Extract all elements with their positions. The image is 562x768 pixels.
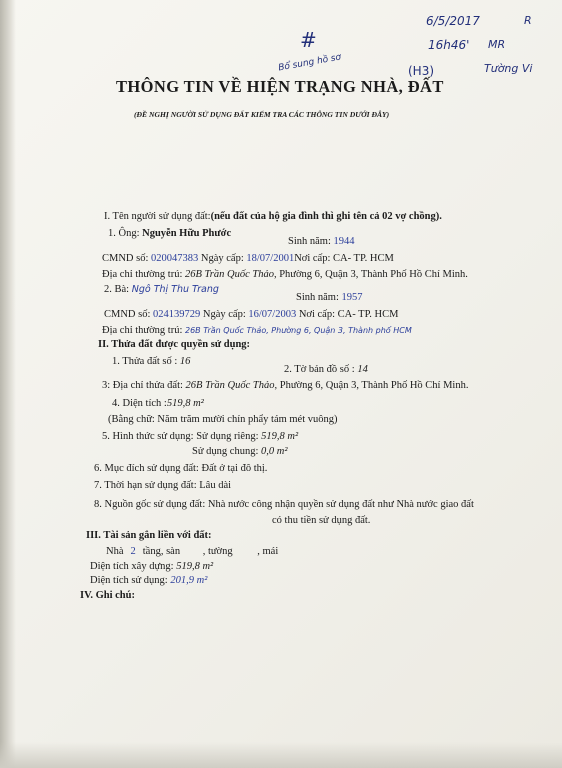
stamp-time: 16h46' bbox=[428, 38, 470, 52]
owner2-address: 26B Trần Quốc Thảo, Phường 6, Quận 3, Thành phố HCM bbox=[184, 326, 412, 335]
house-line bbox=[106, 546, 278, 557]
stamp-hash: # bbox=[300, 28, 317, 52]
section4-heading: IV. Ghi chú: bbox=[80, 590, 135, 601]
owner1-issue-date: 18/07/2001 bbox=[246, 253, 295, 264]
owner2-birth-year: 1957 bbox=[341, 292, 363, 303]
origin-line-2: có thu tiền sử dụng đất. bbox=[272, 515, 371, 526]
owner1-birth bbox=[288, 236, 355, 247]
use-area-value: 201,9 m² bbox=[170, 575, 208, 586]
build-area-line bbox=[90, 561, 213, 572]
parcel-no: 16 bbox=[179, 356, 191, 367]
owner1-birth-year: 1944 bbox=[333, 236, 355, 247]
use-form-label: 5. Hình thức sử dụng: Sử dụng riêng: bbox=[102, 431, 259, 442]
owner1-line bbox=[108, 228, 231, 239]
section1-heading-line bbox=[104, 211, 442, 222]
term-line bbox=[94, 480, 231, 491]
owner1-cmnd: 020047383 bbox=[151, 253, 199, 264]
house-wall-label: , tường bbox=[202, 546, 233, 557]
owner2-place-label: Nơi cấp: bbox=[298, 309, 336, 320]
area-words: (Bằng chữ: Năm trăm mười chín phẩy tám mét vuông) bbox=[108, 414, 338, 425]
owner1-address-line bbox=[102, 269, 468, 280]
common-use-label: Sử dụng chung: bbox=[192, 446, 259, 457]
owner1-addr-label: Địa chỉ thường trú: bbox=[102, 269, 183, 280]
stamp-date: 6/5/2017 bbox=[426, 14, 480, 28]
parcel-address: 26B Trần Quốc Thảo bbox=[185, 380, 275, 391]
section2-heading: II. Thửa đất được quyền sử dụng: bbox=[98, 339, 251, 350]
owner1-place-label: Nơi cấp: bbox=[294, 253, 331, 264]
map-no: 14 bbox=[357, 364, 368, 375]
owner1-label: 1. Ông: bbox=[108, 228, 140, 239]
owner2-cmnd: 024139729 bbox=[153, 309, 201, 320]
private-area: 519,8 m² bbox=[261, 431, 299, 442]
origin-line-1 bbox=[94, 499, 474, 510]
map-label: 2. Tờ bản đồ số : bbox=[284, 364, 355, 375]
owner2-addr-label: Địa chỉ thường trú: bbox=[102, 325, 183, 336]
house-label: Nhà bbox=[106, 546, 124, 557]
term-value: Lâu dài bbox=[199, 480, 232, 491]
area-value: 519,8 m² bbox=[166, 398, 204, 409]
parcel-address-rest: , Phường 6, Quận 3, Thành Phố Hồ Chí Minh. bbox=[274, 380, 469, 391]
build-area-value: 519,8 m² bbox=[176, 561, 214, 572]
owner2-label: 2. Bà: bbox=[104, 284, 130, 295]
scan-edge-shadow bbox=[0, 0, 16, 768]
use-area-line bbox=[90, 575, 207, 586]
owner1-cmnd-line bbox=[102, 253, 394, 264]
owner2-place: CA- TP. HCM bbox=[337, 309, 399, 320]
owner1-cmnd-label: CMND số: bbox=[102, 253, 149, 264]
owner2-issue-label: Ngày cấp: bbox=[202, 309, 246, 320]
section3-heading: III. Tài sản gắn liền với đất: bbox=[86, 530, 212, 541]
owner2-birth bbox=[296, 292, 363, 303]
stamp-name: Tường Vi bbox=[484, 62, 533, 75]
origin-label: 8. Nguồn gốc sử dụng đất: bbox=[94, 499, 206, 510]
owner1-place: CA- TP. HCM bbox=[333, 253, 394, 264]
area-label: 4. Diện tích : bbox=[112, 398, 167, 409]
purpose-value: Đất ở tại đô thị. bbox=[201, 463, 268, 474]
origin-value-1: Nhà nước công nhận quyền sử dụng đất như Nhà nước giao đất bbox=[207, 499, 474, 510]
section1-heading-note: (nếu đất của hộ gia đình thì ghi tên cả 02 vợ chồng). bbox=[210, 211, 442, 222]
parcel-line bbox=[112, 356, 190, 367]
owner1-birth-label: Sinh năm: bbox=[288, 236, 331, 247]
owner2-birth-label: Sinh năm: bbox=[296, 292, 339, 303]
page-title: THÔNG TIN VỀ HIỆN TRẠNG NHÀ, ĐẤT bbox=[116, 77, 444, 96]
house-floors: 2 bbox=[130, 546, 136, 557]
purpose-label: 6. Mục đích sử dụng đất: bbox=[94, 463, 199, 474]
owner1-address-rest: , Phường 6, Quận 3, Thành Phố Hồ Chí Minh. bbox=[273, 269, 468, 280]
stamp-initials: MR bbox=[488, 38, 506, 51]
use-area-label: Diện tích sử dụng: bbox=[90, 575, 168, 586]
owner2-cmnd-line bbox=[104, 309, 398, 320]
scan-bottom-shadow bbox=[0, 742, 562, 768]
owner2-name: Ngô Thị Thu Trang bbox=[131, 284, 219, 295]
house-roof-label: , mái bbox=[257, 546, 279, 557]
parcel-addr-label: 3: Địa chỉ thửa đất: bbox=[102, 380, 183, 391]
parcel-label: 1. Thửa đất số : bbox=[112, 356, 178, 367]
map-line bbox=[284, 364, 368, 375]
purpose-line bbox=[94, 463, 267, 474]
common-use-line bbox=[192, 446, 287, 457]
owner2-cmnd-label: CMND số: bbox=[104, 309, 151, 320]
page-subtitle: (ĐỀ NGHỊ NGƯỜI SỬ DỤNG ĐẤT KIỂM TRA CÁC THÔNG TIN DƯỚI ĐÂY) bbox=[134, 110, 390, 119]
owner2-line bbox=[104, 284, 219, 295]
stamp-note: Bổ sung hồ sơ bbox=[277, 52, 342, 74]
build-area-label: Diện tích xây dựng: bbox=[90, 561, 174, 572]
owner1-name: Nguyễn Hữu Phước bbox=[142, 228, 232, 239]
area-line bbox=[112, 398, 204, 409]
term-label: 7. Thời hạn sử dụng đất: bbox=[94, 480, 197, 491]
stamp-code: (H3) bbox=[408, 64, 435, 78]
section1-heading: I. Tên người sử dụng đất: bbox=[104, 211, 211, 222]
owner2-issue-date: 16/07/2003 bbox=[248, 309, 297, 320]
owner1-address: 26B Trần Quốc Thảo bbox=[184, 269, 274, 280]
parcel-address-line bbox=[102, 380, 468, 391]
common-area: 0,0 m² bbox=[260, 446, 288, 457]
owner2-address-line bbox=[102, 325, 412, 336]
house-floors-label: tầng, sàn bbox=[142, 546, 181, 557]
stamp-mark: R bbox=[524, 14, 532, 27]
use-form-line bbox=[102, 431, 298, 442]
owner1-issue-label: Ngày cấp: bbox=[200, 253, 244, 264]
